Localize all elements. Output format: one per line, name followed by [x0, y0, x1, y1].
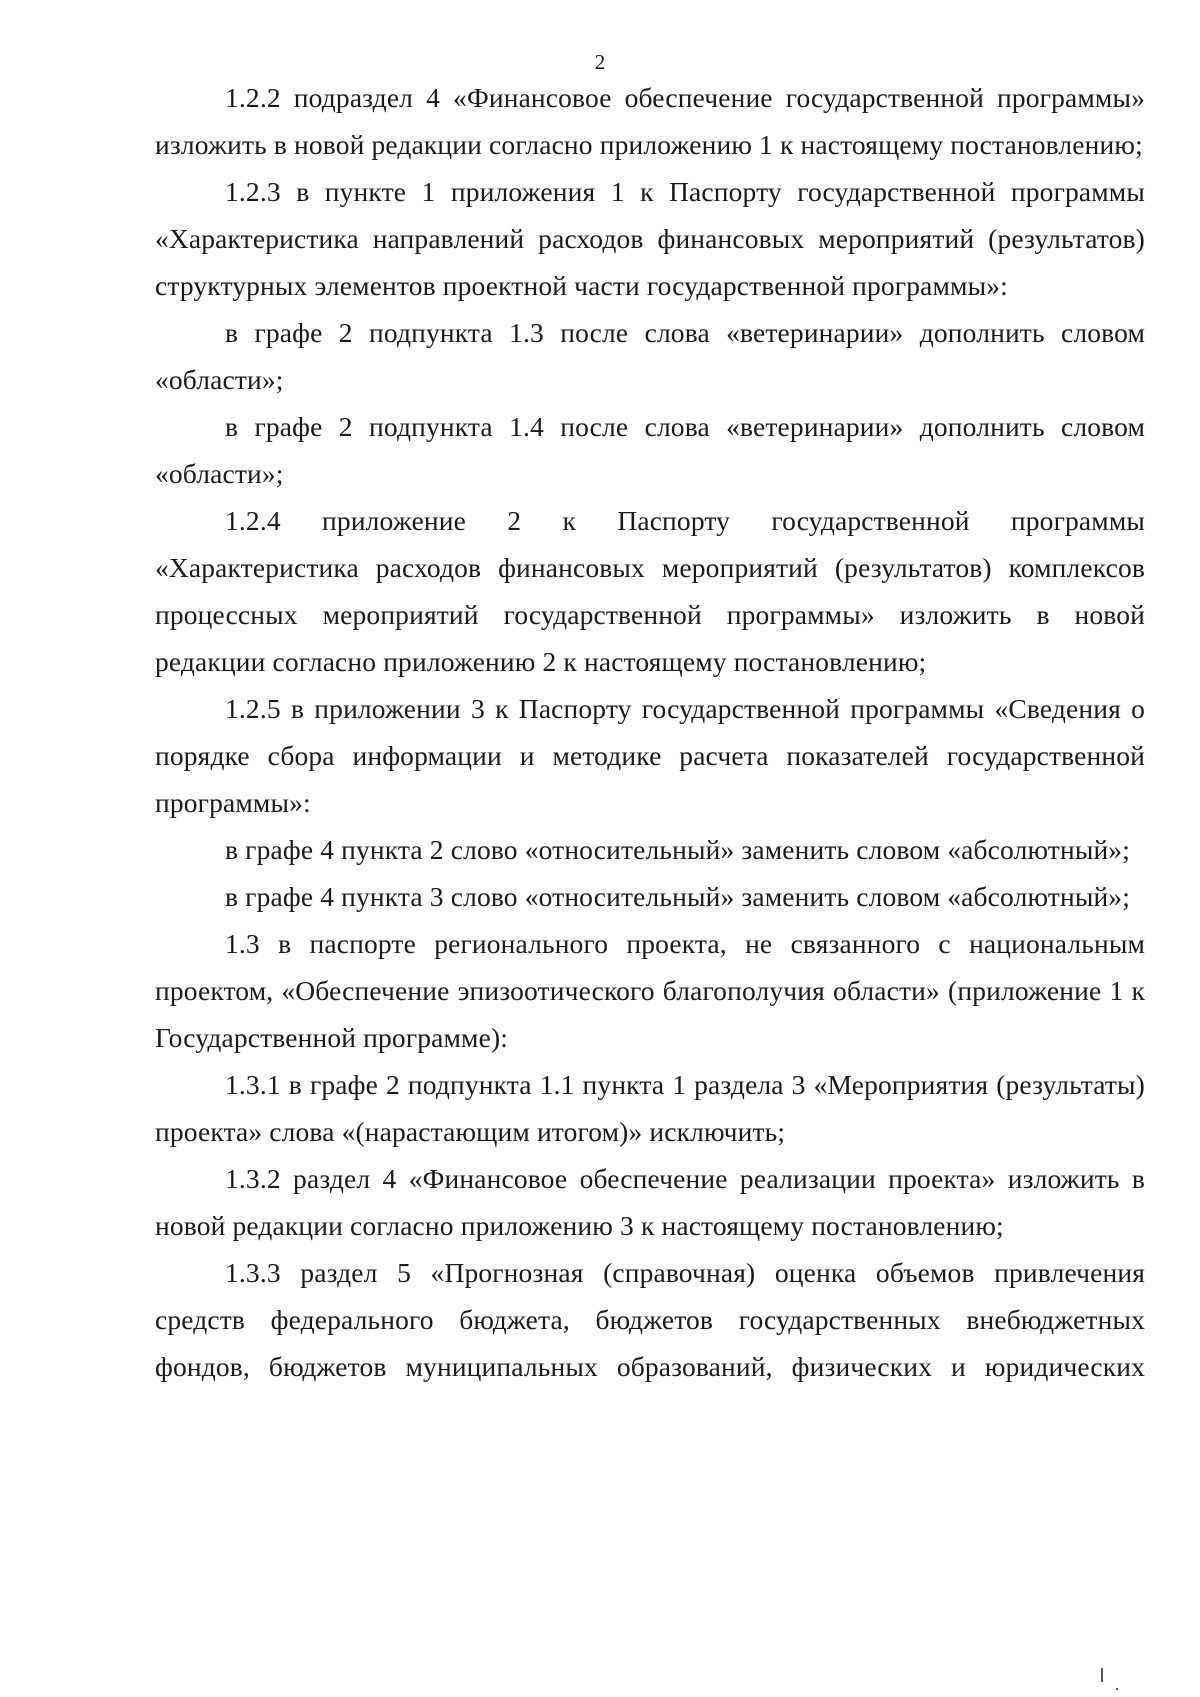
- paragraph-item-1-3: в графе 2 подпункта 1.3 после слова «ветеринарии» дополнить словом «области»;: [155, 317, 1145, 395]
- paragraph-1-3: 1.3 в паспорте регионального проекта, не связанного с национальным проектом, «Обеспечение эпизоотического благополучия области» (приложение 1 к Государственной программе):: [155, 928, 1145, 1053]
- paragraph-1-2-5: 1.2.5 в приложении 3 к Паспорту государственной программы «Сведения о порядке сбора информации и методике расчета показателей государственной программы»:: [155, 693, 1145, 818]
- scan-speck: [1101, 1668, 1103, 1682]
- paragraph-1-2-2: 1.2.2 подраздел 4 «Финансовое обеспечение государственной программы» изложить в новой редакции согласно приложению 1 к настоящему постановлению;: [155, 82, 1145, 160]
- scan-speck: [1116, 1688, 1118, 1690]
- paragraph-item-3: в графе 4 пункта 3 слово «относительный» заменить словом «абсолютный»;: [225, 881, 1131, 912]
- paragraph-item-1-4: в графе 2 подпункта 1.4 после слова «ветеринарии» дополнить словом «области»;: [155, 411, 1145, 489]
- paragraph-1-3-2: 1.3.2 раздел 4 «Финансовое обеспечение реализации проекта» изложить в новой редакции согласно приложению 3 к настоящему постановлению;: [155, 1163, 1145, 1241]
- page-number: 2: [594, 50, 606, 74]
- paragraph-1-3-1: 1.3.1 в графе 2 подпункта 1.1 пункта 1 раздела 3 «Мероприятия (результаты) проекта» слова «(нарастающим итогом)» исключить;: [155, 1069, 1145, 1147]
- paragraph-1-2-3: 1.2.3 в пункте 1 приложения 1 к Паспорту государственной программы «Характеристика направлений расходов финансовых мероприятий (результатов) структурных элементов проектной части государственной программы»:: [155, 176, 1145, 301]
- document-body: [155, 74, 1145, 1390]
- paragraph-1-3-3: 1.3.3 раздел 5 «Прогнозная (справочная) оценка объемов привлечения средств федерального бюджета, бюджетов государственных внебюджетных фондов, бюджетов муниципальных образований, физических и юридических: [155, 1257, 1145, 1382]
- paragraph-item-2: в графе 4 пункта 2 слово «относительный» заменить словом «абсолютный»;: [225, 834, 1131, 865]
- paragraph-1-2-4: 1.2.4 приложение 2 к Паспорту государственной программы «Характеристика расходов финансовых мероприятий (результатов) комплексов процессных мероприятий государственной программы» изложить в новой редакции согласно приложению 2 к настоящему постановлению;: [155, 505, 1145, 677]
